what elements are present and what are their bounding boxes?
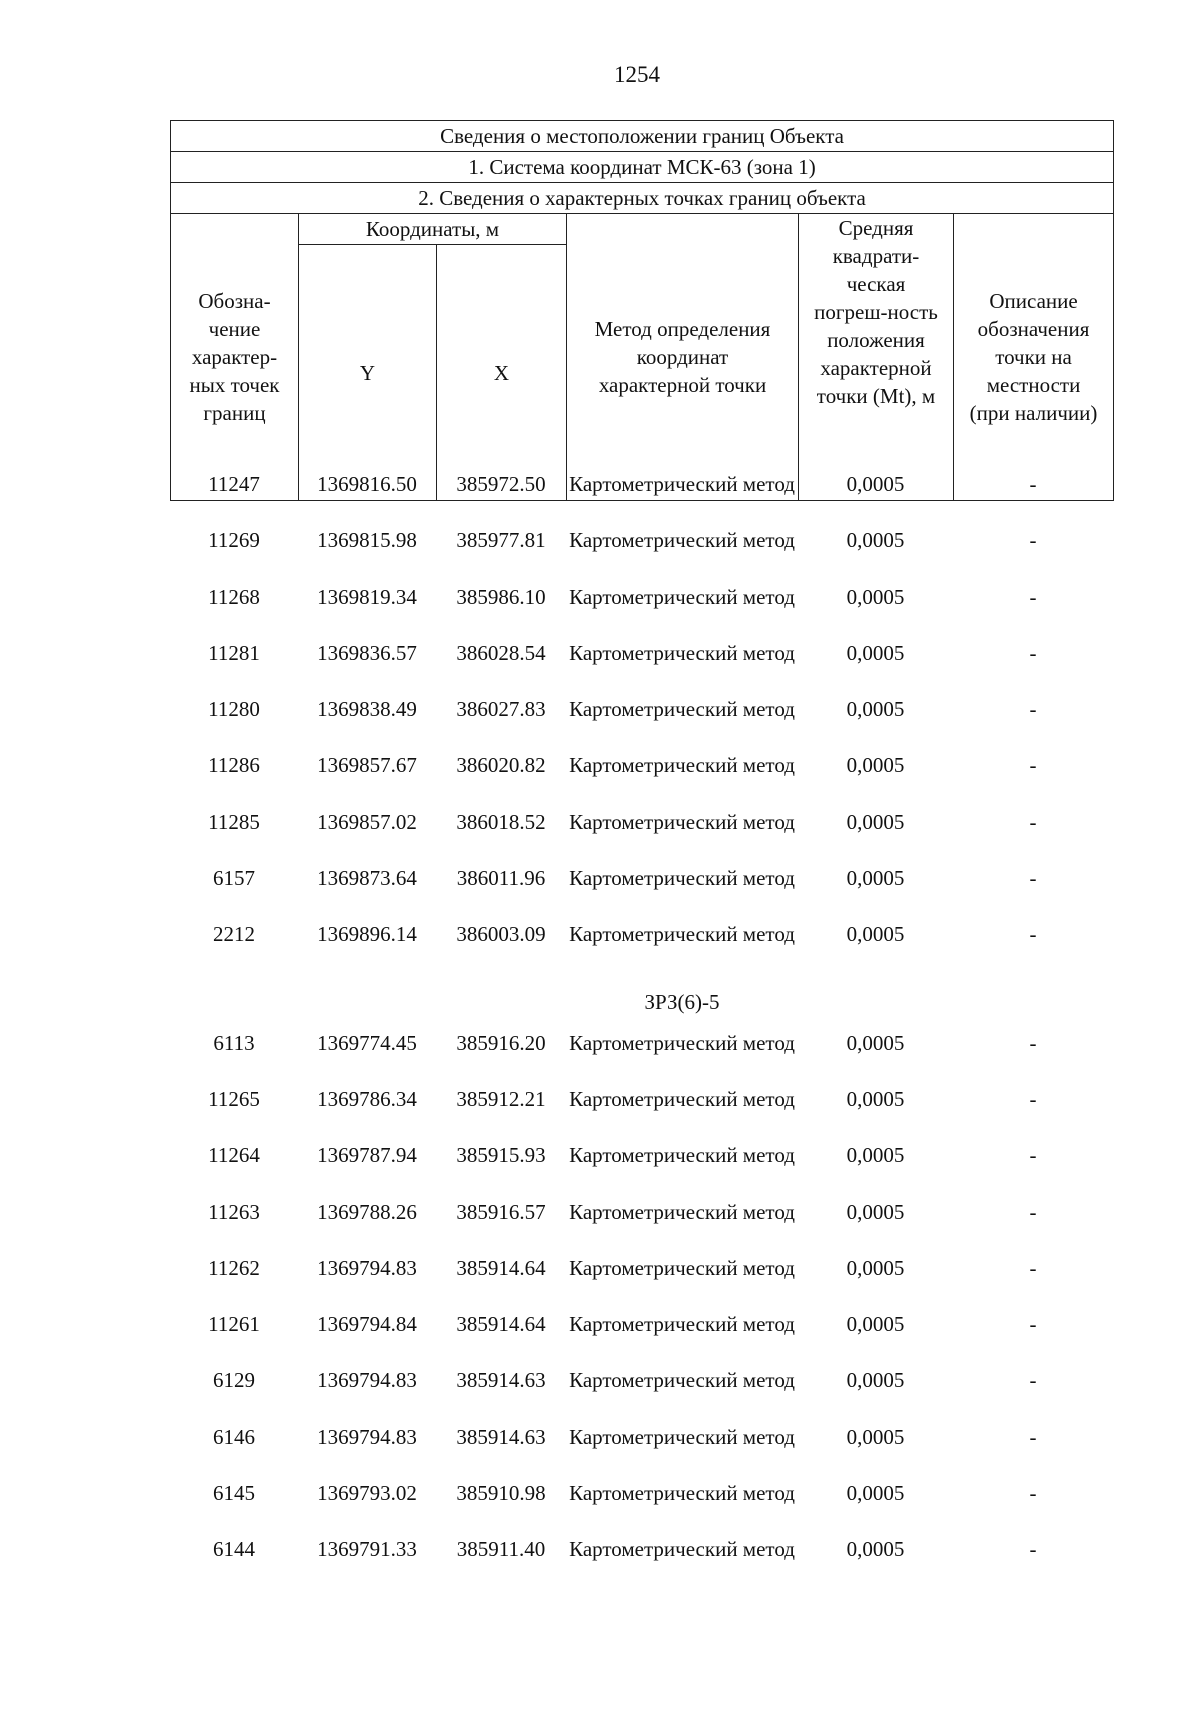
cell-x: 385914.64: [456, 1255, 546, 1280]
header-description: Описание обозначения точки на местности (при наличии): [954, 214, 1114, 501]
cell-x: 385986.10: [456, 584, 546, 609]
cell-method: Картометрический метод: [569, 1368, 795, 1393]
table-row: [170, 751, 1113, 807]
cell-description: -: [1029, 1030, 1037, 1055]
cell-point-id: 6145: [213, 1481, 255, 1506]
table-row: [170, 1029, 1113, 1085]
cell-description: -: [1029, 753, 1037, 778]
cell-y: 1369857.02: [317, 809, 417, 834]
cell-description: -: [1029, 1368, 1037, 1393]
cell-point-id: 11285: [208, 809, 260, 834]
cell-y: 1369794.83: [317, 1255, 417, 1280]
cell-y: 1369793.02: [317, 1481, 417, 1506]
cell-method: Картометрический метод: [569, 922, 795, 947]
cell-y: 1369838.49: [317, 697, 417, 722]
cell-x: 385916.20: [456, 1030, 546, 1055]
cell-x: 385914.63: [456, 1368, 546, 1393]
cell-method: Картометрический метод: [569, 1537, 795, 1562]
table-row: [170, 526, 1113, 582]
cell-method: Картометрический метод: [569, 640, 795, 665]
cell-y: 1369788.26: [317, 1199, 417, 1224]
cell-point-id: 11268: [208, 584, 260, 609]
cell-point-id: 11265: [208, 1086, 260, 1111]
table-row: [170, 920, 1113, 976]
cell-method: Картометрический метод: [569, 1199, 795, 1224]
table-row: [170, 864, 1113, 920]
cell-point-id: 11281: [208, 640, 260, 665]
cell-error: 0,0005: [846, 1312, 905, 1337]
cell-method: Картометрический метод: [569, 584, 795, 609]
header-y: Y: [299, 245, 437, 501]
cell-method: Картометрический метод: [569, 528, 795, 553]
cell-y: 1369857.67: [317, 753, 417, 778]
cell-x: 385914.63: [456, 1424, 546, 1449]
cell-point-id: 11261: [208, 1312, 260, 1337]
cell-method: Картометрический метод: [569, 866, 795, 891]
cell-description: -: [1029, 1312, 1037, 1337]
cell-description: -: [1029, 1537, 1037, 1562]
cell-point-id: 11286: [208, 753, 260, 778]
cell-description: -: [1029, 528, 1037, 553]
cell-x: 386027.83: [456, 697, 546, 722]
cell-error: 0,0005: [846, 1086, 905, 1111]
cell-error: 0,0005: [846, 1030, 905, 1055]
rows-group-a: [170, 470, 1113, 977]
cell-x: 386028.54: [456, 640, 546, 665]
table-row: [170, 583, 1113, 639]
table-row: [170, 1423, 1113, 1479]
rows-group-b: [170, 1029, 1113, 1592]
cell-method: Картометрический метод: [569, 1255, 795, 1280]
cell-method: Картометрический метод: [569, 809, 795, 834]
cell-description: -: [1029, 697, 1037, 722]
cell-x: 386020.82: [456, 753, 546, 778]
cell-error: 0,0005: [846, 809, 905, 834]
table-row: [170, 1310, 1113, 1366]
cell-description: -: [1029, 1143, 1037, 1168]
cell-description: -: [1029, 1199, 1037, 1224]
header-x: X: [437, 245, 567, 501]
cell-y: 1369816.50: [317, 472, 417, 496]
cell-method: Картометрический метод: [569, 697, 795, 722]
cell-point-id: 11264: [208, 1143, 260, 1168]
cell-method: Картометрический метод: [569, 1086, 795, 1111]
cell-x: 385915.93: [456, 1143, 546, 1168]
zone-label: [170, 977, 1113, 1029]
cell-description: -: [1029, 809, 1037, 834]
cell-error: 0,0005: [846, 1199, 905, 1224]
cell-x: 385914.64: [456, 1312, 546, 1337]
cell-point-id: 11280: [208, 697, 260, 722]
table-row: [170, 1366, 1113, 1422]
cell-x: 385911.40: [456, 1537, 546, 1562]
cell-method: Картометрический метод: [569, 1143, 795, 1168]
cell-description: -: [1029, 1481, 1037, 1506]
cell-y: 1369794.84: [317, 1312, 417, 1337]
table-row: [170, 1141, 1113, 1197]
cell-method: Картометрический метод: [569, 1481, 795, 1506]
cell-error: 0,0005: [846, 922, 905, 947]
cell-x: 385916.57: [456, 1199, 546, 1224]
cell-error: 0,0005: [846, 1255, 905, 1280]
cell-error: 0,0005: [846, 1537, 905, 1562]
cell-description: -: [1029, 1424, 1037, 1449]
zone-label-text: ЗРЗ(6)-5: [644, 989, 720, 1014]
cell-y: 1369873.64: [317, 866, 417, 891]
cell-y: 1369791.33: [317, 1537, 417, 1562]
cell-description: -: [1029, 922, 1037, 947]
table-row: [170, 1198, 1113, 1254]
cell-method: Картометрический метод: [569, 1424, 795, 1449]
cell-y: 1369794.83: [317, 1368, 417, 1393]
table-row: [170, 470, 1113, 526]
cell-point-id: 11263: [208, 1199, 260, 1224]
cell-y: 1369786.34: [317, 1086, 417, 1111]
header-error: Средняя квадрати-ческая погреш-ность положения характерной точки (Mt), м: [799, 214, 954, 501]
cell-error: 0,0005: [846, 753, 905, 778]
cell-point-id: 11247: [208, 472, 260, 496]
cell-x: 385972.50: [456, 472, 546, 496]
cell-method: Картометрический метод: [569, 472, 795, 496]
cell-point-id: 6146: [213, 1424, 255, 1449]
cell-y: 1369836.57: [317, 640, 417, 665]
cell-x: 385912.21: [456, 1086, 546, 1111]
cell-x: 386011.96: [456, 866, 546, 891]
cell-y: 1369774.45: [317, 1030, 417, 1055]
table-row: [170, 695, 1113, 751]
cell-point-id: 6129: [213, 1368, 255, 1393]
cell-description: -: [1029, 640, 1037, 665]
table-row: [170, 808, 1113, 864]
header-coords: Координаты, м: [299, 214, 567, 245]
table-row: [170, 1479, 1113, 1535]
table-title: Сведения о местоположении границ Объекта: [171, 121, 1114, 152]
section-title: 2. Сведения о характерных точках границ объекта: [171, 183, 1114, 214]
cell-point-id: 6144: [213, 1537, 255, 1562]
cell-point-id: 6157: [213, 866, 255, 891]
cell-method: Картометрический метод: [569, 753, 795, 778]
page-number-text: 1254: [614, 62, 660, 87]
cell-description: -: [1029, 584, 1037, 609]
cell-description: -: [1029, 866, 1037, 891]
table-row: [170, 1535, 1113, 1591]
cell-error: 0,0005: [846, 640, 905, 665]
cell-y: 1369794.83: [317, 1424, 417, 1449]
header-point-id: Обозна-чение характер-ных точек границ: [171, 214, 299, 501]
cell-description: -: [1029, 472, 1037, 496]
cell-error: 0,0005: [846, 472, 905, 496]
cell-point-id: 2212: [213, 922, 255, 947]
cell-point-id: 11269: [208, 528, 260, 553]
table-row: [170, 1254, 1113, 1310]
cell-point-id: 6113: [213, 1030, 255, 1055]
cell-x: 385910.98: [456, 1481, 546, 1506]
coordinate-system: 1. Система координат МСК-63 (зона 1): [171, 152, 1114, 183]
cell-error: 0,0005: [846, 1481, 905, 1506]
cell-description: -: [1029, 1086, 1037, 1111]
cell-error: 0,0005: [846, 1143, 905, 1168]
cell-error: 0,0005: [846, 1424, 905, 1449]
cell-y: 1369896.14: [317, 922, 417, 947]
cell-error: 0,0005: [846, 1368, 905, 1393]
header-method: Метод определения координат характерной точки: [567, 214, 799, 501]
table-header: [170, 120, 1114, 501]
cell-method: Картометрический метод: [569, 1312, 795, 1337]
cell-x: 386003.09: [456, 922, 546, 947]
cell-y: 1369819.34: [317, 584, 417, 609]
cell-error: 0,0005: [846, 866, 905, 891]
cell-method: Картометрический метод: [569, 1030, 795, 1055]
cell-x: 386018.52: [456, 809, 546, 834]
cell-error: 0,0005: [846, 584, 905, 609]
cell-point-id: 11262: [208, 1255, 260, 1280]
cell-error: 0,0005: [846, 528, 905, 553]
table-row: [170, 639, 1113, 695]
cell-error: 0,0005: [846, 697, 905, 722]
cell-description: -: [1029, 1255, 1037, 1280]
table-row: [170, 1085, 1113, 1141]
table-body: [170, 470, 1113, 1592]
cell-x: 385977.81: [456, 528, 546, 553]
cell-y: 1369815.98: [317, 528, 417, 553]
cell-y: 1369787.94: [317, 1143, 417, 1168]
